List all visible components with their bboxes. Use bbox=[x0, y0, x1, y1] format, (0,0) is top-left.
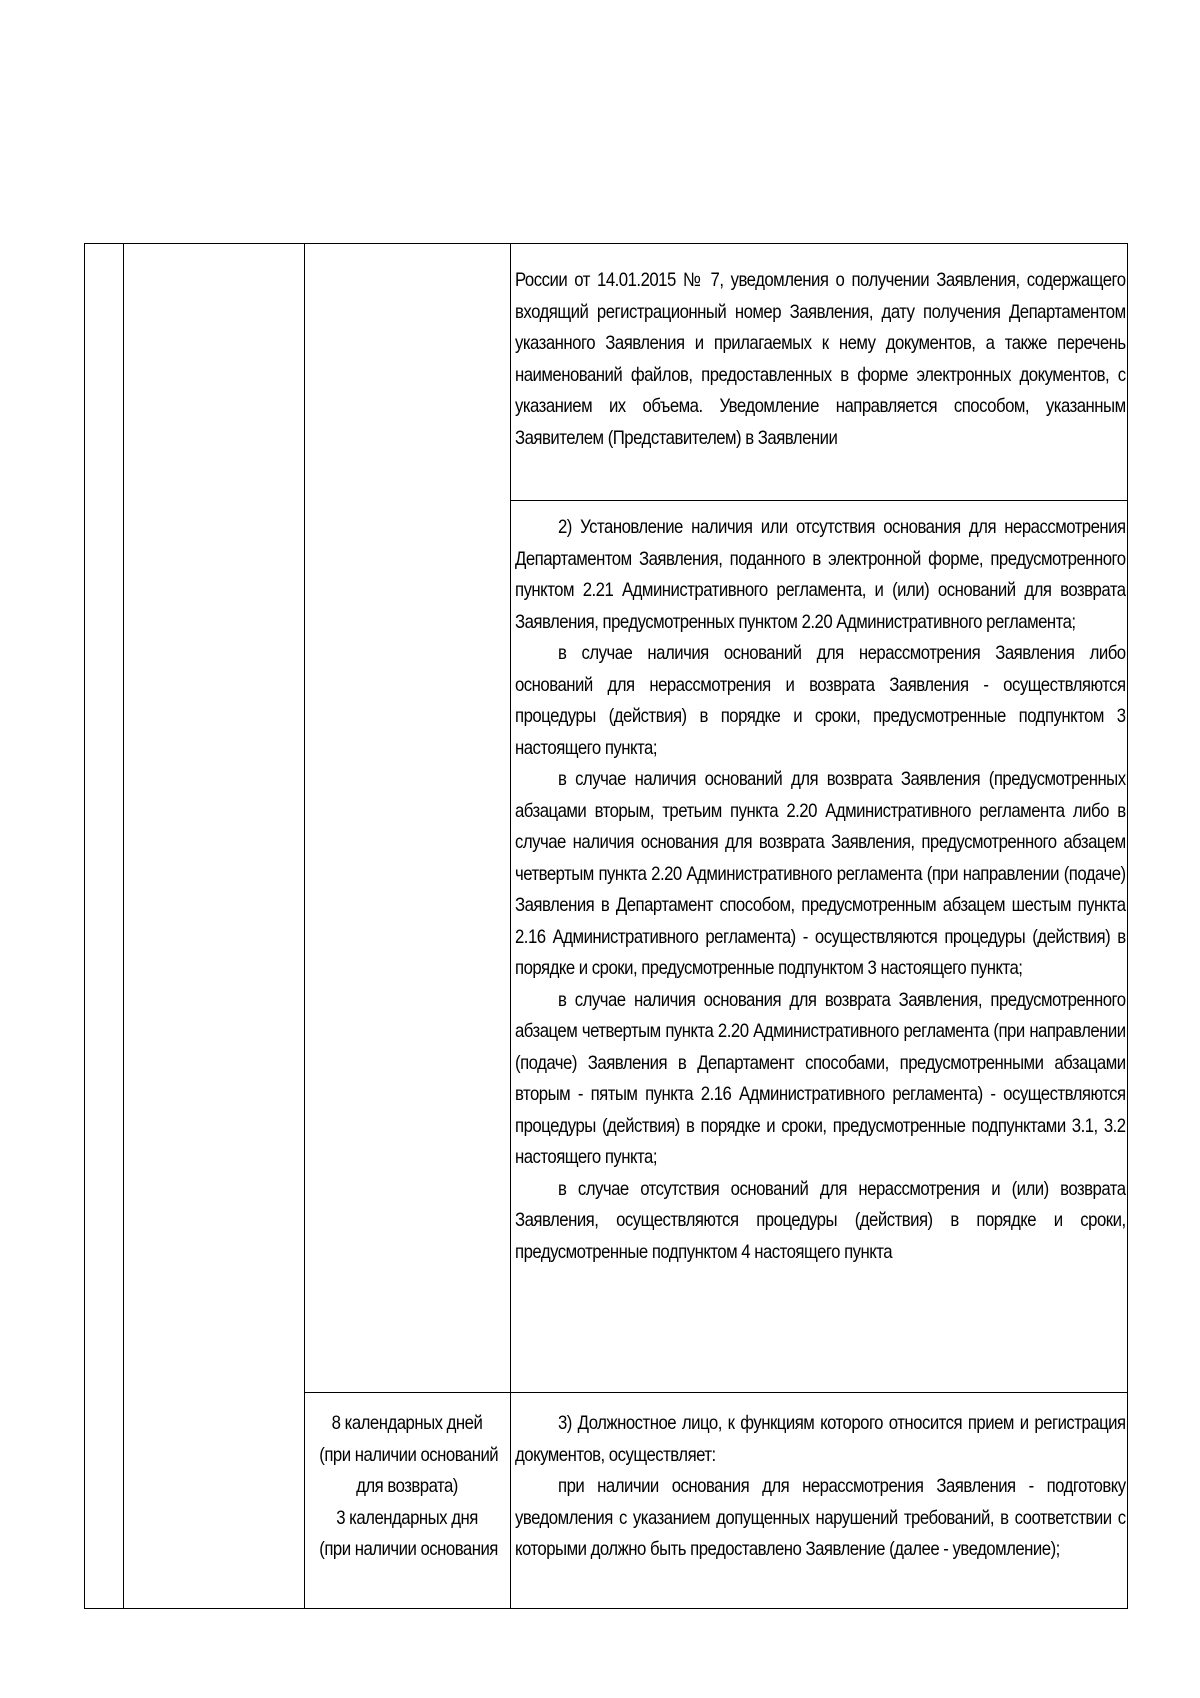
column-divider-3 bbox=[510, 243, 511, 1609]
table-right-border bbox=[1127, 243, 1128, 1609]
duration-line-4: 3 календарных дня bbox=[336, 1506, 478, 1529]
table-bottom-border bbox=[84, 1608, 1128, 1609]
duration-line-5: (при наличии основания bbox=[319, 1538, 498, 1561]
row2-paragraph-3: в случае наличия оснований для возврата Заявления (предусмотренных абзацами вторым, третьим пункта 2.20 Административного регламента либо в случае наличия основания для возврата Заявления, предусмотренного абзацем четвертым пункта 2.20 Административного регламента (при направлении (подаче) Заявления в Департамент способом, предусмотренным абзацем шестым пункта 2.16 Административного регламента) - осуществляются процедуры (действия) в порядке и сроки, предусмотренные подпунктом 3 настоящего пункта; bbox=[515, 768, 1126, 979]
row2-paragraph-5: в случае отсутствия оснований для нерассмотрения и (или) возврата Заявления, осуществляются процедуры (действия) в порядке и сроки, предусмотренные подпунктом 4 настоящего пункта bbox=[515, 1177, 1126, 1263]
column-divider-1 bbox=[123, 243, 124, 1609]
duration-line-2: (при наличии оснований bbox=[319, 1443, 499, 1466]
row3-duration bbox=[305, 1408, 509, 1566]
row3-action-text bbox=[515, 1408, 1126, 1566]
row1-action-text bbox=[515, 265, 1126, 454]
row-divider-2 bbox=[304, 1392, 1128, 1393]
row2-paragraph-2: в случае наличия оснований для нерассмотрения Заявления либо оснований для нерассмотрения и возврата Заявления - осуществляются процедуры (действия) в порядке и сроки, предусмотренные подпунктом 3 настоящего пункта; bbox=[515, 642, 1126, 759]
row3-paragraph-2: при наличии основания для нерассмотрения Заявления - подготовку уведомления с указанием допущенных нарушений требований, в соответствии с которыми должно быть предоставлено Заявление (далее - уведомление); bbox=[515, 1475, 1126, 1560]
duration-line-1: 8 календарных дней bbox=[331, 1412, 483, 1434]
column-divider-2 bbox=[304, 243, 305, 1609]
row2-paragraph-4: в случае наличия основания для возврата Заявления, предусмотренного абзацем четвертым пункта 2.20 Административного регламента (при направлении (подаче) Заявления в Департамент способами, предусмотренными абзацами вторым - пятым пункта 2.16 Административного регламента) - осуществляются процедуры (действия) в порядке и сроки, предусмотренные подпунктами 3.1, 3.2 настоящего пункта; bbox=[515, 988, 1126, 1168]
row3-paragraph-1: 3) Должностное лицо, к функциям которого относится прием и регистрация документов, осуществляет: bbox=[515, 1412, 1126, 1466]
row2-paragraph-1: 2) Установление наличия или отсутствия основания для нерассмотрения Департаментом Заявления, поданного в электронной форме, предусмотренного пунктом 2.21 Административного регламента, и (или) оснований для возврата Заявления, предусмотренных пунктом 2.20 Административного регламента; bbox=[515, 516, 1126, 633]
row1-paragraph: России от 14.01.2015 № 7, уведомления о получении Заявления, содержащего входящий регистрационный номер Заявления, дату получения Департаментом указанного Заявления и прилагаемых к нему документов, а также перечень наименований файлов, предоставленных в форме электронных документов, с указанием их объема. Уведомление направляется способом, указанным Заявителем (Представителем) в Заявлении bbox=[515, 269, 1126, 449]
row2-action-text bbox=[515, 512, 1126, 1268]
duration-line-3: для возврата) bbox=[356, 1475, 458, 1498]
row-divider-1 bbox=[510, 500, 1128, 501]
